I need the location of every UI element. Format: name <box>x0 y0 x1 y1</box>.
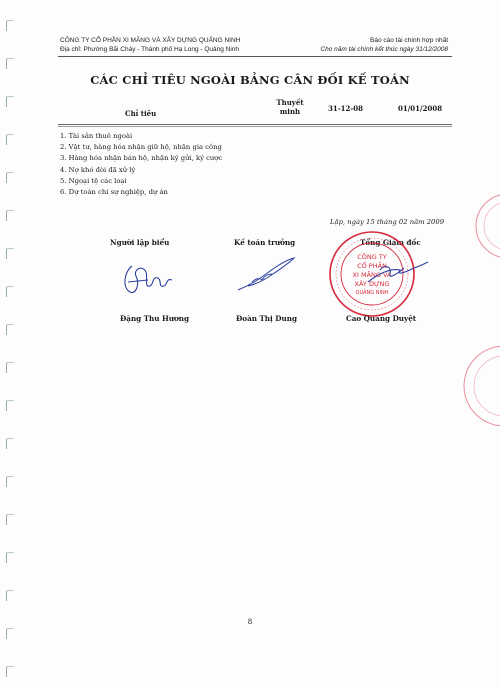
page-title: CÁC CHỈ TIÊU NGOÀI BẢNG CÂN ĐỐI KẾ TOÁN <box>90 73 410 87</box>
col-header-note-line1: Thuyết <box>276 98 304 107</box>
col-header-date-opening: 01/01/2008 <box>398 104 443 113</box>
list-item: 6. Dự toán chi sự nghiệp, dự án <box>60 188 168 197</box>
seal-line-5: QUẢNG NINH <box>355 290 389 296</box>
list-item: 2. Vật tư, hàng hóa nhận giữ hộ, nhận gia công <box>60 143 222 152</box>
header-divider <box>58 56 452 57</box>
partial-seal-lower <box>458 340 500 430</box>
company-header <box>60 36 240 54</box>
company-seal <box>320 228 430 320</box>
preparer-name: Đặng Thu Hương <box>120 314 190 323</box>
report-period: Cho năm tài chính kết thúc ngày 31/12/2008 <box>320 46 448 53</box>
signing-date: Lập, ngày 15 tháng 02 năm 2009 <box>330 218 445 226</box>
seal-line-4: XÂY DỰNG <box>354 280 390 288</box>
accountant-name: Đoàn Thị Dung <box>236 314 297 323</box>
indicator-list <box>60 131 222 198</box>
company-address: Địa chỉ: Phường Bãi Cháy - Thành phố Hạ Long - Quảng Ninh <box>60 46 240 53</box>
list-item: 1. Tài sản thuê ngoài <box>60 132 133 140</box>
table-header-divider-2 <box>58 126 452 127</box>
preparer-role: Người lập biểu <box>110 238 170 247</box>
list-item: 4. Nợ khó đòi đã xử lý <box>60 165 136 174</box>
col-header-note-line2: minh <box>279 107 301 116</box>
accountant-role: Kế toán trưởng <box>234 238 296 247</box>
list-item: 3. Hàng hóa nhận bán hộ, nhận ký gửi, ký cược <box>60 154 223 163</box>
table-header-divider <box>58 124 452 125</box>
col-header-note <box>270 98 310 116</box>
director-name: Cao Quang Duyệt <box>346 314 417 323</box>
report-name: Báo cáo tài chính hợp nhất <box>370 37 448 44</box>
binder-holes <box>6 20 16 680</box>
partial-seal-upper <box>468 190 500 260</box>
preparer-signature <box>118 258 178 300</box>
list-item: 5. Ngoại tệ các loại <box>60 176 127 185</box>
col-header-date-current: 31-12-08 <box>328 104 364 113</box>
seal-line-1: CÔNG TY <box>357 253 387 261</box>
accountant-signature <box>230 252 300 296</box>
col-header-indicator: Chỉ tiêu <box>125 109 157 118</box>
seal-line-3: XI MĂNG VÀ <box>352 271 392 279</box>
director-role: Tổng Giám đốc <box>360 238 421 247</box>
seal-line-2: CỔ PHẦN <box>357 262 387 270</box>
report-header <box>320 36 448 54</box>
company-name: CÔNG TY CỔ PHẦN XI MĂNG VÀ XÂY DỰNG QUẢNG NINH <box>60 37 241 44</box>
page-number: 8 <box>247 618 253 626</box>
